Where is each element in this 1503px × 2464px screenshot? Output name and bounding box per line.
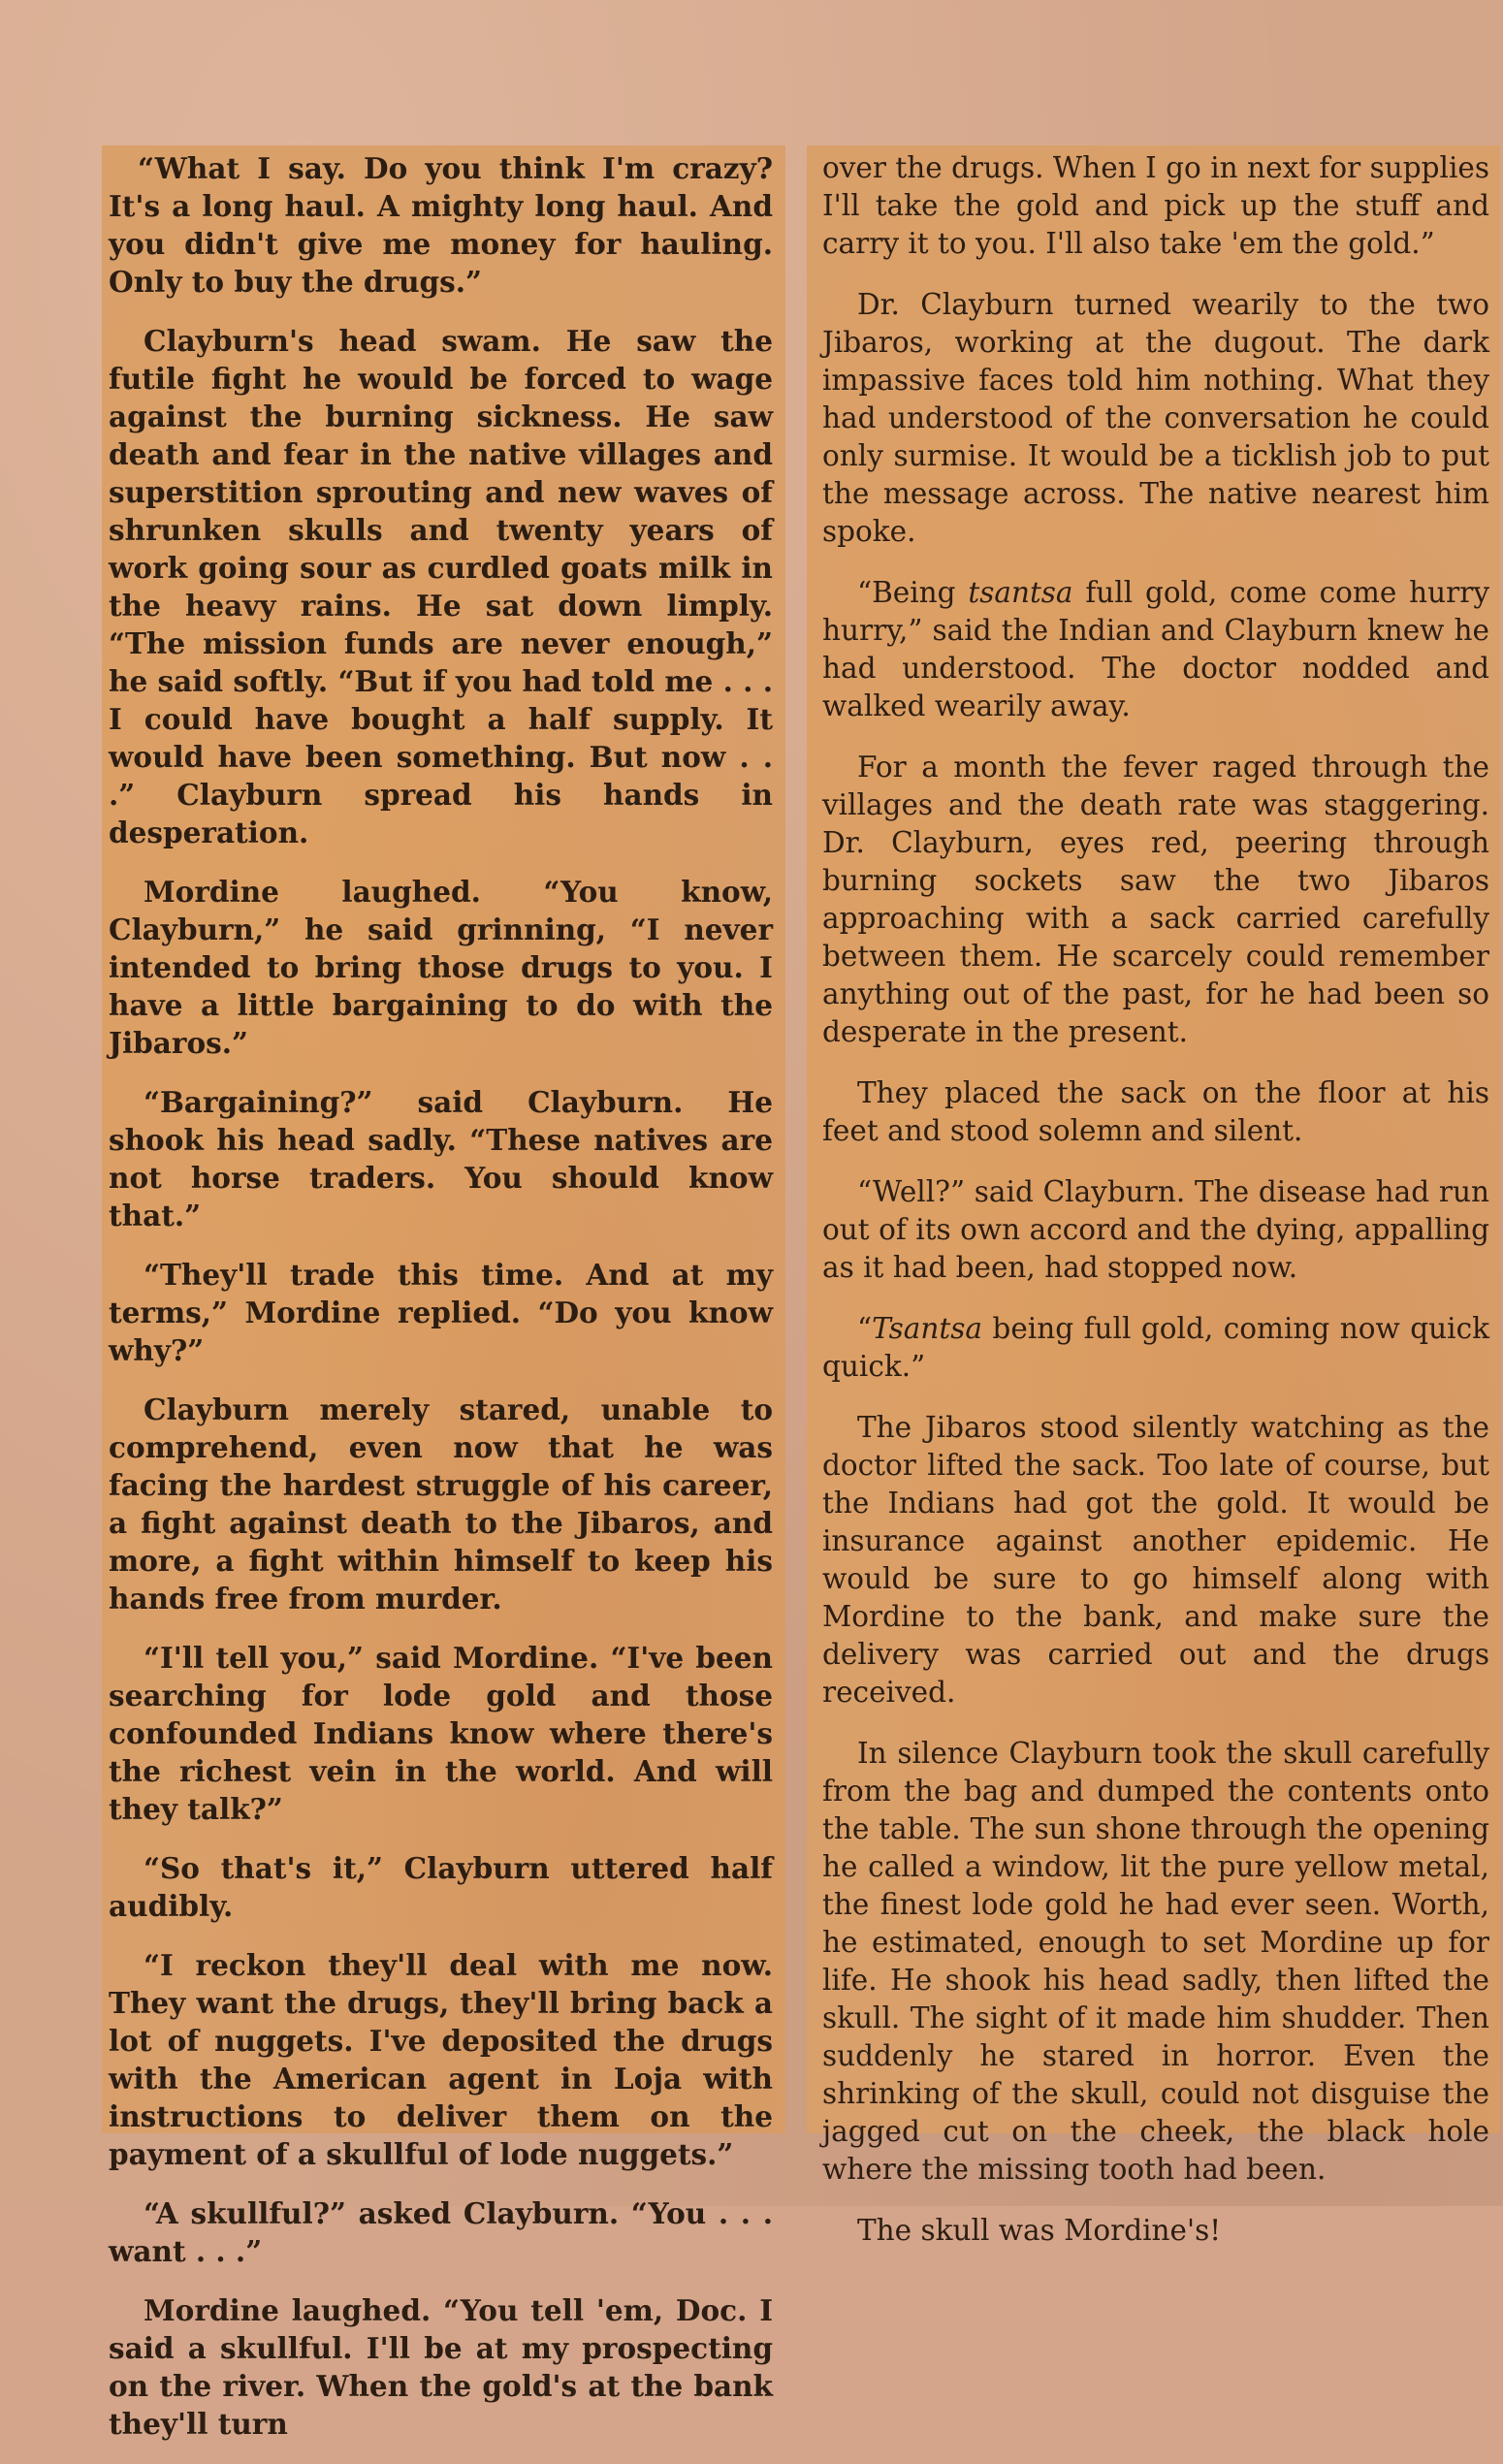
paragraph: [822, 1310, 1489, 1386]
text-run: full gold, come come hurry hurry,” said the Indian and Clayburn knew he had understood. The doctor nodded and walked wearily away.: [822, 576, 1490, 722]
paragraph: In silence Clayburn took the skull carefully from the bag and dumped the contents onto the table. The sun shone through the opening he called a window, lit the pure yellow metal, the finest lode gold he had ever seen. Worth, he estimated, enough to set Mordine up for life. He shook his head sadly, then lifted the skull. The sight of it made him shudder. Then suddenly he stared in horror. Even the shrinking of the skull, could not disguise the jagged cut on the cheek, the black hole where the missing tooth had been.: [822, 1737, 1489, 2186]
paragraph: Mordine laughed. “You know, Clayburn,” he said grinning, “I never intended to bring those drugs to you. I have a little bargaining to do with the Jibaros.”: [109, 875, 773, 1060]
paragraph: They placed the sack on the floor at his feet and stood solemn and silent.: [822, 1076, 1489, 1147]
text-run: being full gold, coming now quick quick.”: [822, 1312, 1489, 1383]
paragraph: Clayburn's head swam. He saw the futile fight he would be forced to wage against the burning sickness. He saw death and fear in the native villages and superstition sprouting and new waves of shrunken skulls and twenty years of work going sour as curdled goats milk in the heavy rains. He sat down limply. “The mission funds are never enough,” he said softly. “But if you had told me . . . I could have bought a half supply. It would have been something. But now . . .” Clayburn spread his hands in desperation.: [109, 324, 773, 849]
paragraph: [822, 574, 1489, 725]
text-run: “Being: [857, 576, 969, 609]
paragraph: Dr. Clayburn turned wearily to the two Jibaros, working at the dugout. The dark impassive faces told him nothing. What they had understood of the conversation he could only surmise. It would be a ticklish job to put the message across. The native nearest him spoke.: [822, 288, 1489, 548]
paragraph: The Jibaros stood silently watching as the doctor lifted the sack. Too late of course, but the Indians had got the gold. It would be insurance against another epidemic. He would be sure to go himself along with Mordine to the bank, and make sure the delivery was carried out and the drugs received.: [822, 1411, 1489, 1709]
right-column: [822, 145, 1489, 2273]
left-column: [109, 145, 773, 2464]
paragraph: “They'll trade this time. And at my terms,” Mordine replied. “Do you know why?”: [109, 1258, 773, 1367]
italic-word: Tsantsa: [872, 1312, 982, 1345]
paragraph: “What I say. Do you think I'm crazy? It's a long haul. A mighty long haul. And you didn't give me money for hauling. Only to buy the drugs.”: [109, 151, 773, 299]
paragraph: Clayburn merely stared, unable to comprehend, even now that he was facing the hardest struggle of his career, a fight against death to the Jibaros, and more, a fight within himself to keep his hands free from murder.: [109, 1392, 773, 1616]
paragraph: “Well?” said Clayburn. The disease had run out of its own accord and the dying, appalling as it had been, had stopped now.: [822, 1175, 1489, 1284]
closing-line: The skull was Mordine's!: [857, 2214, 1222, 2247]
paragraph: “I'll tell you,” said Mordine. “I've been searching for lode gold and those confounded Indians know where there's the richest vein in the world. And will they talk?”: [109, 1641, 773, 1826]
paragraph: For a month the fever raged through the villages and the death rate was staggering. Dr. Clayburn, eyes red, peering through burning sockets saw the two Jibaros approaching with a sack carried carefully between them. He scarcely could remember anything out of the past, for he had been so desperate in the present.: [822, 751, 1489, 1048]
paragraph: “A skullful?” asked Clayburn. “You . . . want . . .”: [109, 2196, 773, 2268]
paragraph: “I reckon they'll deal with me now. They want the drugs, they'll bring back a lot of nuggets. I've deposited the drugs with the American agent in Loja with instructions to deliver them on the payment of a skullful of lode nuggets.”: [109, 1948, 773, 2171]
italic-word: tsantsa: [968, 576, 1073, 609]
paragraph-continuation: over the drugs. When I go in next for supplies I'll take the gold and pick up the stuff and carry it to you. I'll also take 'em the gold.”: [822, 151, 1489, 260]
text-run: “: [857, 1312, 873, 1345]
paragraph: “Bargaining?” said Clayburn. He shook his head sadly. “These natives are not horse traders. You should know that.”: [109, 1085, 773, 1232]
paragraph: Mordine laughed. “You tell 'em, Doc. I said a skullful. I'll be at my prospecting on the river. When the gold's at the bank they'll turn: [109, 2293, 773, 2441]
paragraph: “So that's it,” Clayburn uttered half audibly.: [109, 1851, 773, 1923]
